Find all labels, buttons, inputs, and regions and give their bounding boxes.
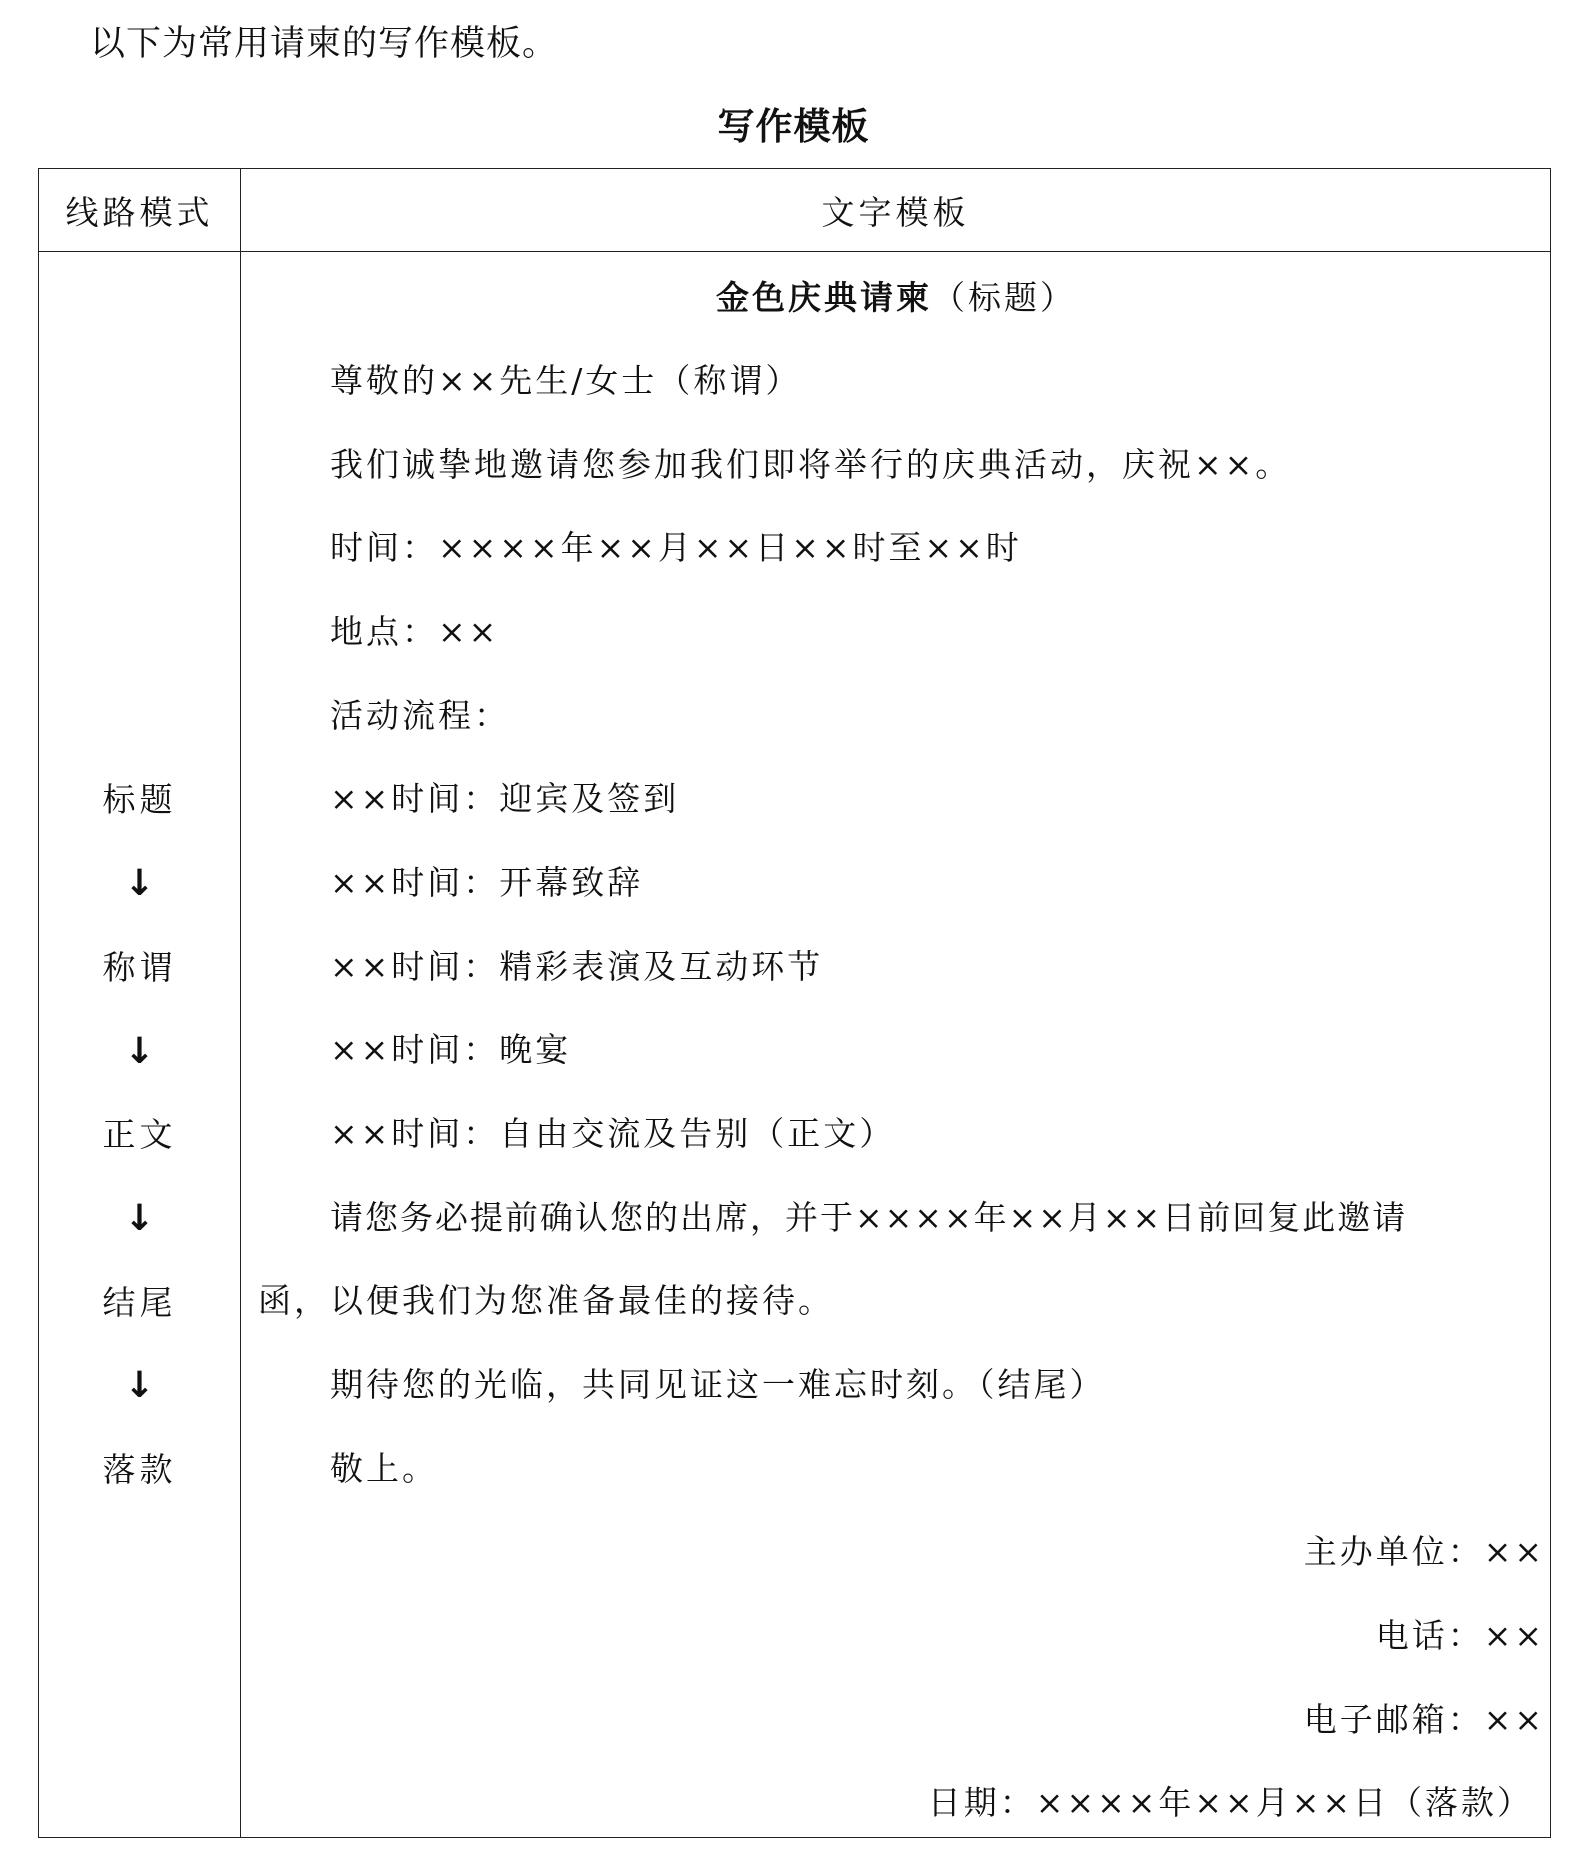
header-text-template: 文字模板 bbox=[241, 169, 1551, 252]
schedule-item: ××时间：晚宴 bbox=[330, 1030, 572, 1069]
letter-salutation: 尊敬的××先生/女士（称谓） bbox=[330, 361, 802, 400]
letter-confirm-line-2: 函，以便我们为您准备最佳的接待。 bbox=[258, 1281, 834, 1320]
table-caption: 写作模板 bbox=[717, 104, 870, 148]
letter-organizer: 主办单位：×× bbox=[1303, 1532, 1545, 1571]
letter-title-line bbox=[241, 278, 1551, 318]
intro-text: 以下为常用请柬的写作模板。 bbox=[90, 24, 559, 64]
flow-column bbox=[39, 252, 241, 1838]
letter-closing: 期待您的光临，共同见证这一难忘时刻。（结尾） bbox=[330, 1365, 1106, 1404]
schedule-item: ××时间：自由交流及告别（正文） bbox=[330, 1114, 896, 1153]
arrow-down-icon: ↓ bbox=[124, 1365, 155, 1406]
flow-step-title: 标题 bbox=[102, 780, 177, 819]
arrow-down-icon: ↓ bbox=[124, 1031, 155, 1072]
header-route-mode: 线路模式 bbox=[39, 169, 241, 252]
schedule-item: ××时间：迎宾及签到 bbox=[330, 779, 680, 818]
flow-step-ending: 结尾 bbox=[102, 1283, 177, 1322]
letter-email: 电子邮箱：×× bbox=[1303, 1700, 1545, 1739]
letter-body-intro: 我们诚挚地邀请您参加我们即将举行的庆典活动，庆祝××。 bbox=[330, 445, 1292, 484]
template-table bbox=[38, 168, 1551, 1838]
letter-time: 时间：××××年××月××日××时至××时 bbox=[330, 528, 1022, 567]
letter-title-note: （标题） bbox=[932, 278, 1076, 317]
arrow-down-icon: ↓ bbox=[124, 863, 155, 904]
letter-title: 金色庆典请柬 bbox=[716, 278, 932, 317]
letter-confirm-line-1: 请您务必提前确认您的出席，并于××××年××月××日前回复此邀请 bbox=[330, 1198, 1408, 1237]
table-header-row bbox=[39, 169, 1551, 252]
letter-date: 日期：××××年××月××日（落款） bbox=[927, 1783, 1533, 1822]
arrow-down-icon: ↓ bbox=[124, 1198, 155, 1239]
letter-place: 地点：×× bbox=[330, 612, 500, 651]
letter-process-label: 活动流程： bbox=[330, 696, 510, 735]
letter-column bbox=[241, 252, 1551, 1838]
letter-regards: 敬上。 bbox=[330, 1449, 438, 1488]
flow-step-body: 正文 bbox=[102, 1115, 177, 1154]
schedule-item: ××时间：精彩表演及互动环节 bbox=[330, 947, 824, 986]
flow-step-salutation: 称谓 bbox=[102, 948, 177, 987]
table-body-row bbox=[39, 252, 1551, 1838]
letter-phone: 电话：×× bbox=[1375, 1616, 1545, 1655]
flow-step-signature: 落款 bbox=[102, 1450, 177, 1489]
schedule-item: ××时间：开幕致辞 bbox=[330, 863, 644, 902]
